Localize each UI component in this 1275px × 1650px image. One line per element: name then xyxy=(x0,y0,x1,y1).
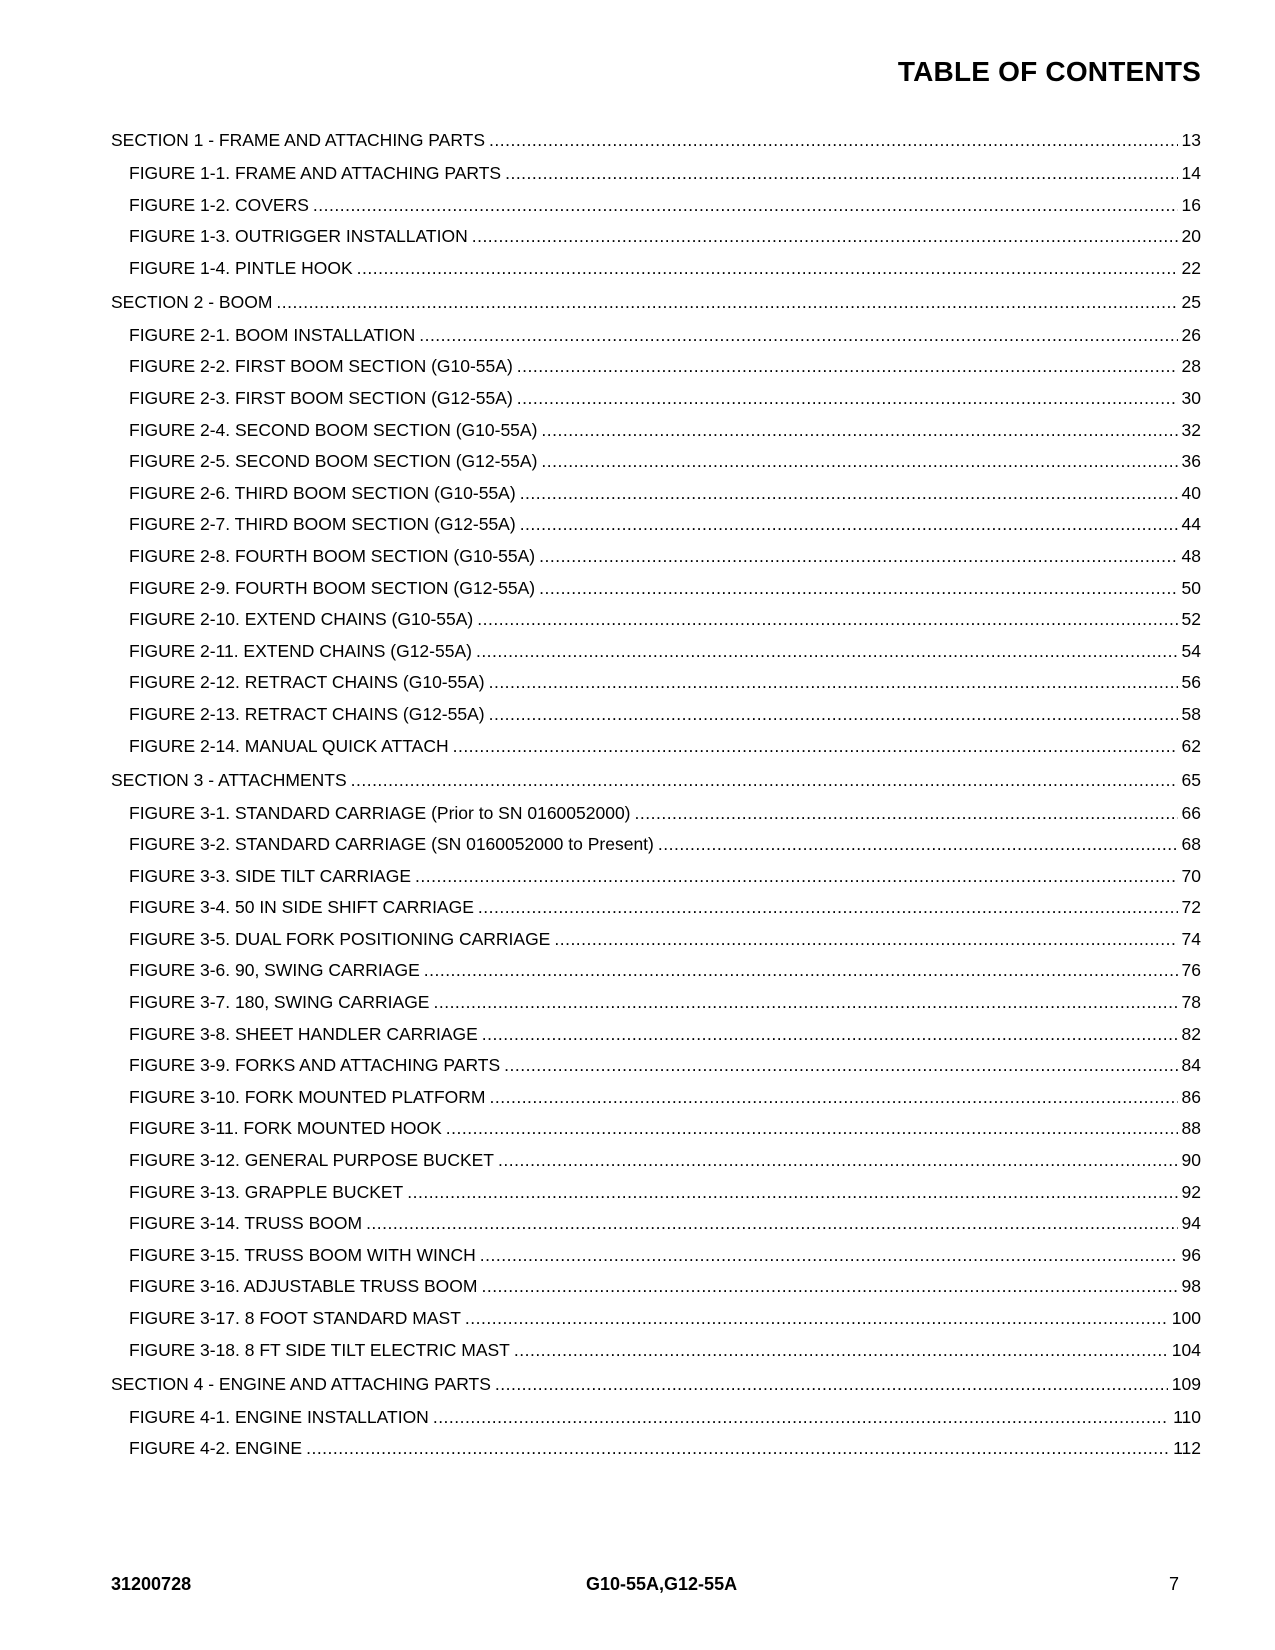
toc-entry-page[interactable]: 22 xyxy=(1181,257,1201,278)
dot-leader xyxy=(433,990,1177,1014)
dot-leader xyxy=(446,1116,1178,1140)
toc-entry-label[interactable]: FIGURE 2-3. FIRST BOOM SECTION (G12-55A) xyxy=(129,387,513,408)
toc-entry-label[interactable]: FIGURE 1-4. PINTLE HOOK xyxy=(129,257,353,278)
toc-entry-page[interactable]: 110 xyxy=(1173,1406,1201,1427)
dot-leader xyxy=(498,1148,1178,1172)
dot-leader xyxy=(541,449,1177,473)
toc-entry-label[interactable]: FIGURE 4-1. ENGINE INSTALLATION xyxy=(129,1406,429,1427)
dot-leader xyxy=(495,1372,1168,1396)
dot-leader xyxy=(480,1243,1178,1267)
toc-entry-page[interactable]: 98 xyxy=(1181,1276,1201,1297)
toc-entry-page[interactable]: 40 xyxy=(1181,482,1201,503)
toc-entry-page[interactable]: 52 xyxy=(1181,609,1201,630)
toc-entry-label[interactable]: FIGURE 1-3. OUTRIGGER INSTALLATION xyxy=(129,226,468,247)
toc-figure-entry[interactable] xyxy=(111,256,1201,280)
dot-leader xyxy=(415,864,1178,888)
toc-entry-page[interactable]: 54 xyxy=(1181,640,1201,661)
toc-entry-page[interactable]: 90 xyxy=(1181,1150,1201,1171)
page-title: TABLE OF CONTENTS xyxy=(897,56,1201,87)
toc-figure-entry[interactable] xyxy=(111,1243,1201,1267)
toc-figure-entry[interactable] xyxy=(111,1436,1201,1460)
toc-figure-entry[interactable] xyxy=(111,1148,1201,1172)
dot-leader xyxy=(357,256,1178,280)
toc-entry-page[interactable]: 74 xyxy=(1181,928,1201,949)
dot-leader xyxy=(539,544,1177,568)
toc-entry-label[interactable]: FIGURE 3-8. SHEET HANDLER CARRIAGE xyxy=(129,1023,478,1044)
dot-leader xyxy=(635,801,1178,825)
table-of-contents xyxy=(111,128,1201,1468)
toc-figure-entry[interactable] xyxy=(111,449,1201,473)
toc-figure-entry[interactable] xyxy=(111,607,1201,631)
toc-entry-page[interactable]: 86 xyxy=(1181,1086,1201,1107)
toc-entry-label[interactable]: FIGURE 1-2. COVERS xyxy=(129,194,309,215)
toc-figure-entry[interactable] xyxy=(111,544,1201,568)
toc-figure-entry[interactable] xyxy=(111,418,1201,442)
toc-entry-page[interactable]: 92 xyxy=(1181,1181,1201,1202)
toc-entry-page[interactable]: 100 xyxy=(1171,1308,1201,1328)
toc-figure-entry[interactable] xyxy=(111,1211,1201,1235)
dot-leader xyxy=(351,768,1178,792)
dot-leader xyxy=(419,323,1177,347)
toc-entry-label[interactable]: FIGURE 3-5. DUAL FORK POSITIONING CARRIAGE xyxy=(129,928,551,949)
toc-figure-entry[interactable] xyxy=(111,481,1201,505)
toc-entry-page[interactable]: 78 xyxy=(1181,992,1201,1013)
toc-entry-page[interactable]: 30 xyxy=(1181,387,1201,408)
toc-figure-entry[interactable] xyxy=(111,734,1201,758)
toc-entry-label[interactable]: FIGURE 4-2. ENGINE xyxy=(129,1438,303,1459)
dot-leader xyxy=(481,1274,1177,1298)
toc-entry-label[interactable]: FIGURE 3-16. ADJUSTABLE TRUSS BOOM xyxy=(129,1276,478,1297)
toc-entry-label[interactable]: SECTION 2 - BOOM xyxy=(111,291,273,312)
dot-leader xyxy=(489,128,1178,152)
toc-entry-label[interactable]: FIGURE 2-5. SECOND BOOM SECTION (G12-55A) xyxy=(129,451,538,472)
toc-section-entry[interactable] xyxy=(111,1372,1201,1396)
toc-figure-entry[interactable] xyxy=(111,1306,1201,1330)
dot-leader xyxy=(520,481,1178,505)
toc-entry-page[interactable]: 26 xyxy=(1181,324,1201,345)
toc-entry-page[interactable]: 56 xyxy=(1181,672,1201,693)
toc-figure-entry[interactable] xyxy=(111,1022,1201,1046)
toc-figure-entry[interactable] xyxy=(111,193,1201,217)
dot-leader xyxy=(477,607,1177,631)
dot-leader xyxy=(505,161,1177,185)
dot-leader xyxy=(514,1338,1168,1362)
toc-entry-label[interactable]: FIGURE 3-2. STANDARD CARRIAGE (SN 0160052000 to Present) xyxy=(129,834,654,855)
dot-leader xyxy=(276,290,1177,314)
toc-entry-page[interactable]: 94 xyxy=(1181,1213,1201,1234)
dot-leader xyxy=(465,1306,1168,1330)
dot-leader xyxy=(453,734,1178,758)
toc-figure-entry[interactable] xyxy=(111,512,1201,536)
dot-leader xyxy=(520,512,1178,536)
toc-entry-page[interactable]: 44 xyxy=(1181,514,1201,535)
toc-entry-page[interactable]: 66 xyxy=(1181,802,1201,823)
dot-leader xyxy=(313,193,1178,217)
toc-entry-label[interactable]: FIGURE 2-12. RETRACT CHAINS (G10-55A) xyxy=(129,672,485,693)
toc-figure-entry[interactable] xyxy=(111,895,1201,919)
dot-leader xyxy=(504,1053,1177,1077)
dot-leader xyxy=(489,670,1178,694)
dot-leader xyxy=(366,1211,1177,1235)
toc-figure-entry[interactable] xyxy=(111,1338,1201,1362)
toc-entry-label[interactable]: FIGURE 3-12. GENERAL PURPOSE BUCKET xyxy=(129,1150,494,1171)
toc-entry-label[interactable]: FIGURE 2-1. BOOM INSTALLATION xyxy=(129,324,416,345)
toc-entry-label[interactable]: FIGURE 2-4. SECOND BOOM SECTION (G10-55A) xyxy=(129,419,538,440)
toc-entry-label[interactable]: FIGURE 2-2. FIRST BOOM SECTION (G10-55A) xyxy=(129,356,513,377)
toc-figure-entry[interactable] xyxy=(111,161,1201,185)
toc-entry-label[interactable]: FIGURE 3-4. 50 IN SIDE SHIFT CARRIAGE xyxy=(129,897,474,918)
toc-entry-page[interactable]: 50 xyxy=(1181,577,1201,598)
toc-figure-entry[interactable] xyxy=(111,323,1201,347)
toc-entry-label[interactable]: FIGURE 2-9. FOURTH BOOM SECTION (G12-55A) xyxy=(129,577,536,598)
toc-entry-page[interactable]: 65 xyxy=(1181,769,1201,790)
toc-entry-page[interactable]: 62 xyxy=(1181,735,1201,756)
toc-entry-label[interactable]: FIGURE 2-11. EXTEND CHAINS (G12-55A) xyxy=(129,640,472,661)
toc-entry-page[interactable]: 32 xyxy=(1181,419,1201,440)
toc-entry-label[interactable]: FIGURE 2-7. THIRD BOOM SECTION (G12-55A) xyxy=(129,514,516,535)
toc-figure-entry[interactable] xyxy=(111,1116,1201,1140)
toc-entry-label[interactable]: SECTION 3 - ATTACHMENTS xyxy=(111,769,347,790)
toc-entry-label[interactable]: FIGURE 3-11. FORK MOUNTED HOOK xyxy=(129,1118,442,1139)
toc-entry-page[interactable]: 104 xyxy=(1171,1339,1201,1360)
toc-figure-entry[interactable] xyxy=(111,1180,1201,1204)
toc-entry-label[interactable]: FIGURE 1-1. FRAME AND ATTACHING PARTS xyxy=(129,163,502,183)
toc-entry-label[interactable]: FIGURE 3-1. STANDARD CARRIAGE (Prior to SN 0160052000) xyxy=(129,802,631,823)
dot-leader xyxy=(539,576,1177,600)
toc-figure-entry[interactable] xyxy=(111,224,1201,248)
toc-entry-page[interactable]: 68 xyxy=(1181,834,1201,855)
dot-leader xyxy=(478,895,1178,919)
toc-figure-entry[interactable] xyxy=(111,927,1201,951)
toc-entry-page[interactable]: 25 xyxy=(1181,291,1201,312)
dot-leader xyxy=(306,1436,1169,1460)
dot-leader xyxy=(541,418,1177,442)
toc-figure-entry[interactable] xyxy=(111,990,1201,1014)
toc-figure-entry[interactable] xyxy=(111,702,1201,726)
toc-entry-label[interactable]: FIGURE 3-7. 180, SWING CARRIAGE xyxy=(129,992,430,1013)
toc-entry-page[interactable]: 20 xyxy=(1181,226,1201,247)
toc-entry-label[interactable]: SECTION 4 - ENGINE AND ATTACHING PARTS xyxy=(111,1373,491,1394)
toc-entry-label[interactable]: FIGURE 2-6. THIRD BOOM SECTION (G10-55A) xyxy=(129,482,516,503)
dot-leader xyxy=(407,1180,1177,1204)
toc-entry-label[interactable]: FIGURE 2-14. MANUAL QUICK ATTACH xyxy=(129,735,449,756)
toc-figure-entry[interactable] xyxy=(111,1405,1201,1429)
toc-figure-entry[interactable] xyxy=(111,639,1201,663)
toc-entry-label[interactable]: SECTION 1 - FRAME AND ATTACHING PARTS xyxy=(111,130,486,150)
toc-entry-page[interactable]: 112 xyxy=(1173,1438,1201,1459)
toc-entry-page[interactable]: 76 xyxy=(1181,960,1201,981)
dot-leader xyxy=(554,927,1177,951)
dot-leader xyxy=(476,639,1178,663)
toc-entry-page[interactable]: 70 xyxy=(1181,865,1201,886)
toc-entry-page[interactable]: 16 xyxy=(1181,194,1201,215)
toc-figure-entry[interactable] xyxy=(111,1274,1201,1298)
toc-entry-label[interactable]: FIGURE 3-3. SIDE TILT CARRIAGE xyxy=(129,865,412,886)
toc-entry-label[interactable]: FIGURE 3-13. GRAPPLE BUCKET xyxy=(129,1181,404,1202)
toc-entry-page[interactable]: 88 xyxy=(1181,1118,1201,1139)
toc-figure-entry[interactable] xyxy=(111,864,1201,888)
toc-entry-page[interactable]: 58 xyxy=(1181,703,1201,724)
toc-section-entry[interactable] xyxy=(111,128,1201,152)
toc-section-entry[interactable] xyxy=(111,290,1201,314)
toc-entry-label[interactable]: FIGURE 2-8. FOURTH BOOM SECTION (G10-55A) xyxy=(129,545,536,566)
dot-leader xyxy=(658,832,1178,856)
dot-leader xyxy=(472,224,1178,248)
model-number: G10-55A,G12-55A xyxy=(586,1574,738,1594)
toc-figure-entry[interactable] xyxy=(111,832,1201,856)
toc-entry-page[interactable]: 82 xyxy=(1181,1023,1201,1044)
toc-figure-entry[interactable] xyxy=(111,576,1201,600)
toc-figure-entry[interactable] xyxy=(111,958,1201,982)
toc-entry-page[interactable]: 109 xyxy=(1171,1373,1201,1394)
toc-figure-entry[interactable] xyxy=(111,354,1201,378)
toc-entry-page[interactable]: 36 xyxy=(1181,451,1201,472)
dot-leader xyxy=(424,958,1178,982)
toc-entry-label[interactable]: FIGURE 3-10. FORK MOUNTED PLATFORM xyxy=(129,1086,486,1107)
toc-entry-label[interactable]: FIGURE 3-15. TRUSS BOOM WITH WINCH xyxy=(129,1244,476,1265)
dot-leader xyxy=(517,386,1178,410)
toc-figure-entry[interactable] xyxy=(111,1053,1201,1077)
dot-leader xyxy=(482,1022,1178,1046)
toc-entry-page[interactable]: 72 xyxy=(1181,897,1201,918)
document-number: 31200728 xyxy=(111,1574,192,1594)
toc-entry-label[interactable]: FIGURE 3-6. 90, SWING CARRIAGE xyxy=(129,960,420,981)
toc-entry-label[interactable]: FIGURE 2-10. EXTEND CHAINS (G10-55A) xyxy=(129,609,474,630)
toc-entry-page[interactable]: 28 xyxy=(1181,356,1201,377)
toc-entry-page[interactable]: 48 xyxy=(1181,545,1201,566)
toc-entry-page[interactable]: 13 xyxy=(1181,130,1201,150)
toc-figure-entry[interactable] xyxy=(111,1085,1201,1109)
toc-entry-label[interactable]: FIGURE 3-14. TRUSS BOOM xyxy=(129,1213,363,1234)
dot-leader xyxy=(517,354,1178,378)
page-number: 7 xyxy=(1168,1574,1179,1594)
dot-leader xyxy=(433,1405,1169,1429)
toc-entry-page[interactable]: 96 xyxy=(1181,1244,1201,1265)
dot-leader xyxy=(490,1085,1178,1109)
toc-figure-entry[interactable] xyxy=(111,801,1201,825)
toc-figure-entry[interactable] xyxy=(111,386,1201,410)
toc-entry-page[interactable]: 14 xyxy=(1181,163,1201,183)
toc-section-entry[interactable] xyxy=(111,768,1201,792)
toc-entry-label[interactable]: FIGURE 2-13. RETRACT CHAINS (G12-55A) xyxy=(129,703,485,724)
toc-figure-entry[interactable] xyxy=(111,670,1201,694)
toc-entry-label[interactable]: FIGURE 3-17. 8 FOOT STANDARD MAST xyxy=(129,1308,461,1328)
dot-leader xyxy=(489,702,1178,726)
toc-entry-label[interactable]: FIGURE 3-18. 8 FT SIDE TILT ELECTRIC MAST xyxy=(129,1339,510,1360)
toc-entry-label[interactable]: FIGURE 3-9. FORKS AND ATTACHING PARTS xyxy=(129,1055,501,1076)
toc-entry-page[interactable]: 84 xyxy=(1181,1055,1201,1076)
